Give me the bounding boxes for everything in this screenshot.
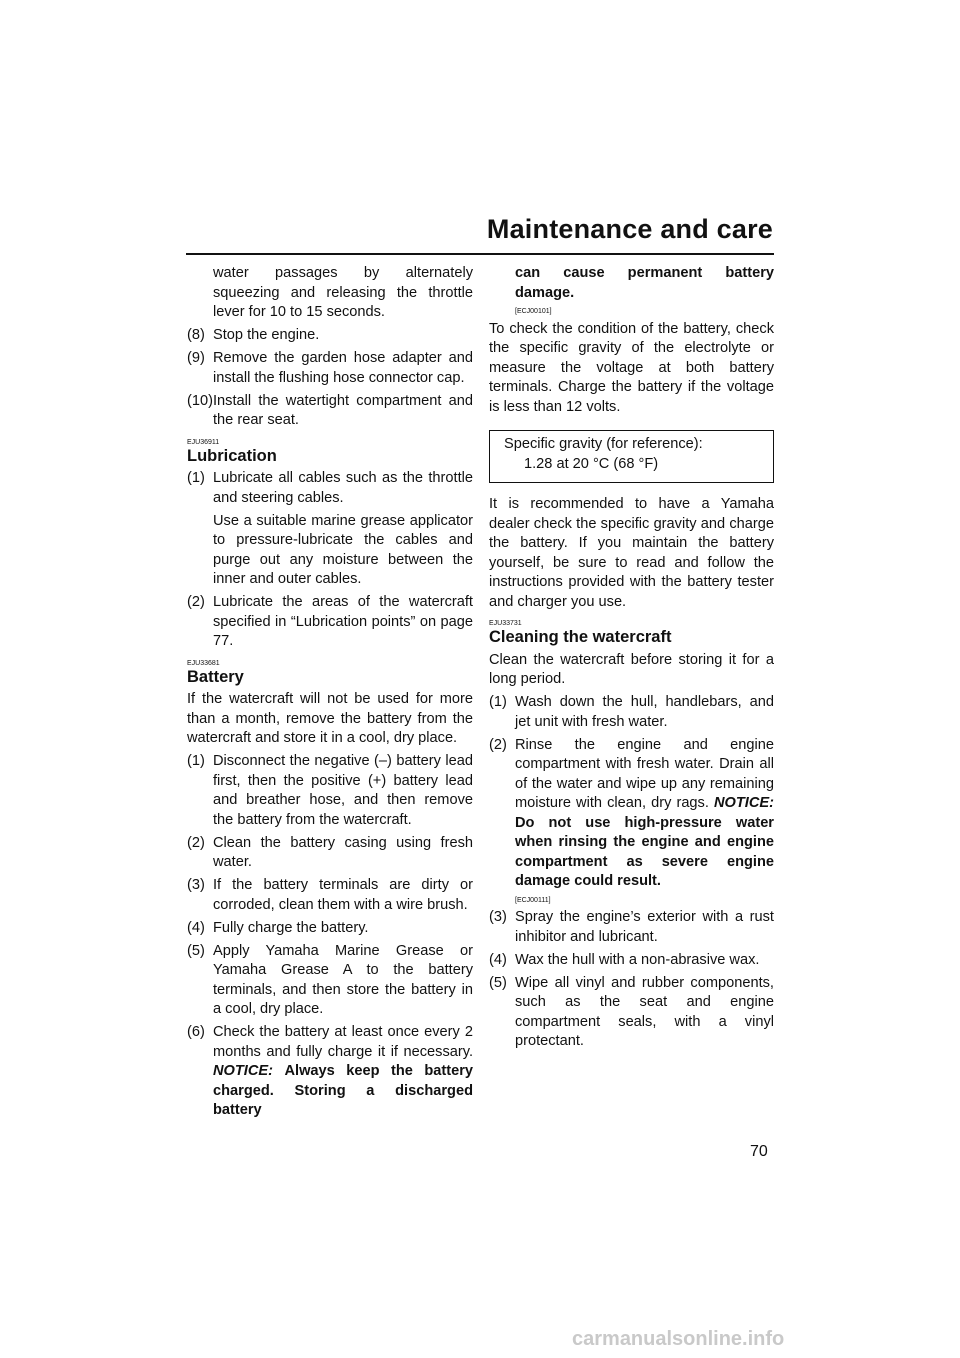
page-header-title: Maintenance and care bbox=[486, 214, 773, 244]
flush-continuation: water passages by alternately squeezing and releasing the throttle lever for 10 to 15 seconds. bbox=[213, 265, 473, 320]
list-number: (2) bbox=[187, 834, 205, 851]
section-code: EJU33681 bbox=[187, 659, 220, 667]
list-number: (2) bbox=[489, 736, 507, 753]
list-text: Wipe all vinyl and rubber components, such as the seat and engine compartment seals, with a vinyl protectant. bbox=[515, 974, 774, 1049]
list-text: Lubricate all cables such as the throttle and steering cables. bbox=[213, 470, 473, 506]
list-item bbox=[187, 326, 473, 346]
list-text: Check the battery at least once every 2 months and fully charge it if necessary. bbox=[213, 1024, 473, 1060]
list-item bbox=[187, 1023, 473, 1121]
battery-check-paragraph: To check the condition of the battery, check the specific gravity of the electrolyte or measure the voltage at both battery terminals. Charge the battery if the voltage is less than 12 volts. bbox=[489, 320, 774, 415]
left-column bbox=[187, 264, 473, 1121]
notice-code: [ECJ00101] bbox=[515, 308, 552, 315]
section-code: EJU36911 bbox=[187, 438, 220, 446]
notice-text: Always keep the battery charged. Storing a discharged battery bbox=[213, 1063, 473, 1118]
list-text: Install the watertight compartment and the rear seat. bbox=[213, 392, 473, 428]
section-code: EJU33731 bbox=[489, 620, 522, 627]
list-item bbox=[489, 908, 774, 947]
list-text: Lubricate the areas of the watercraft specified in “Lubrication points” on page 77. bbox=[213, 594, 473, 649]
cleaning-heading: Cleaning the watercraft bbox=[489, 628, 672, 646]
list-item bbox=[187, 349, 473, 388]
list-number: (3) bbox=[187, 877, 205, 893]
page-number: 70 bbox=[750, 1143, 768, 1160]
list-text: Remove the garden hose adapter and install the flushing hose connector cap. bbox=[213, 350, 473, 386]
list-number: (4) bbox=[489, 951, 507, 968]
cleaning-intro: Clean the watercraft before storing it for a long period. bbox=[489, 651, 774, 687]
spec-value: 1.28 at 20 °C (68 °F) bbox=[524, 455, 659, 472]
list-item bbox=[187, 942, 473, 1020]
lubrication-heading: Lubrication bbox=[187, 446, 277, 465]
list-text: Fully charge the battery. bbox=[213, 919, 369, 936]
list-item bbox=[187, 392, 473, 431]
list-number: (3) bbox=[489, 909, 507, 925]
battery-steps bbox=[187, 752, 473, 1020]
list-item bbox=[489, 951, 774, 971]
list-item bbox=[489, 974, 774, 1052]
right-column bbox=[489, 264, 774, 1052]
flush-steps bbox=[187, 326, 473, 431]
list-number: (6) bbox=[187, 1024, 205, 1040]
list-text: Disconnect the negative (–) battery lead first, then the positive (+) battery lead and breather hose, and then remove the battery from the watercraft. bbox=[213, 753, 473, 828]
list-text: Rinse the engine and engine compartment with fresh water. Drain all of the water and wipe up any remaining moisture with clean, dry rags. bbox=[515, 736, 774, 811]
list-number: (8) bbox=[187, 327, 205, 343]
list-number: (1) bbox=[187, 470, 205, 486]
cleaning-steps bbox=[489, 908, 774, 1052]
notice-continuation: can cause permanent battery damage. bbox=[515, 265, 774, 301]
spec-box bbox=[489, 430, 774, 483]
list-item bbox=[187, 876, 473, 915]
list-item bbox=[187, 469, 473, 590]
header-rule bbox=[186, 253, 774, 255]
list-text: Wash down the hull, handlebars, and jet unit with fresh water. bbox=[515, 694, 774, 730]
list-number: (9) bbox=[187, 350, 205, 366]
list-number: (5) bbox=[187, 942, 205, 959]
list-text: If the battery terminals are dirty or corroded, clean them with a wire brush. bbox=[213, 877, 473, 913]
dealer-paragraph: It is recommended to have a Yamaha dealer check the specific gravity and charge the battery. If you maintain the battery yourself, be sure to read and follow the instructions provided with the battery tester and charger you use. bbox=[489, 496, 774, 610]
list-text: Clean the battery casing using fresh water. bbox=[213, 834, 473, 870]
list-number: (1) bbox=[187, 753, 205, 769]
list-number: (4) bbox=[187, 919, 205, 936]
list-item bbox=[187, 593, 473, 652]
list-text: Spray the engine’s exterior with a rust inhibitor and lubricant. bbox=[515, 909, 774, 945]
list-number: (2) bbox=[187, 594, 205, 610]
list-number: (5) bbox=[489, 974, 507, 991]
notice-label: NOTICE: bbox=[714, 795, 774, 811]
list-item bbox=[187, 834, 473, 873]
footer-watermark: carmanualsonline.info bbox=[572, 1328, 785, 1350]
list-text: Apply Yamaha Marine Grease or Yamaha Grease A to the battery terminals, and then store the battery in a cool, dry place. bbox=[213, 942, 473, 1017]
list-item bbox=[489, 736, 774, 905]
list-text: Wax the hull with a non-abrasive wax. bbox=[515, 951, 760, 968]
list-item bbox=[187, 752, 473, 830]
notice-text: Do not use high-pressure water when rinsing the engine and engine compartment as severe engine damage could result. bbox=[515, 814, 774, 889]
battery-heading: Battery bbox=[187, 667, 244, 686]
list-number: (10) bbox=[187, 392, 213, 409]
list-text: Stop the engine. bbox=[213, 327, 320, 343]
list-number: (1) bbox=[489, 694, 507, 710]
notice-label: NOTICE: bbox=[213, 1063, 273, 1079]
notice-code: [ECJ00111] bbox=[515, 896, 551, 904]
list-item bbox=[187, 919, 473, 939]
list-item bbox=[489, 693, 774, 732]
list-subtext: Use a suitable marine grease applicator to pressure-lubricate the cables and purge out any moisture between the inner and outer cables. bbox=[213, 512, 473, 587]
battery-intro: If the watercraft will not be used for more than a month, remove the battery from the watercraft and store it in a cool, dry place. bbox=[187, 691, 473, 746]
spec-label: Specific gravity (for reference): bbox=[504, 436, 703, 452]
